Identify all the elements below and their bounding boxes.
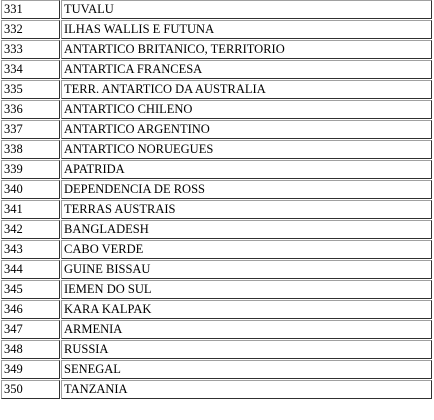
country-name-cell: SENEGAL [61, 360, 432, 379]
table-row [1, 360, 432, 379]
table-row [1, 160, 432, 179]
code-cell: 334 [1, 60, 60, 79]
table-row [1, 40, 432, 59]
code-cell: 345 [1, 280, 60, 299]
country-name-cell: ILHAS WALLIS E FUTUNA [61, 20, 432, 39]
code-cell: 332 [1, 20, 60, 39]
country-name-cell: CABO VERDE [61, 240, 432, 259]
table-row [1, 100, 432, 119]
country-name-cell: ANTARTICO BRITANICO, TERRITORIO [61, 40, 432, 59]
country-name-cell: TANZANIA [61, 380, 432, 399]
table-body [1, 0, 432, 399]
code-cell: 350 [1, 380, 60, 399]
table-row [1, 300, 432, 319]
table-row [1, 180, 432, 199]
table-row [1, 200, 432, 219]
code-cell: 338 [1, 140, 60, 159]
code-cell: 349 [1, 360, 60, 379]
table-row [1, 0, 432, 19]
country-name-cell: RUSSIA [61, 340, 432, 359]
code-cell: 333 [1, 40, 60, 59]
table-row [1, 60, 432, 79]
code-cell: 335 [1, 80, 60, 99]
code-cell: 343 [1, 240, 60, 259]
code-cell: 342 [1, 220, 60, 239]
code-cell: 336 [1, 100, 60, 119]
country-name-cell: IEMEN DO SUL [61, 280, 432, 299]
table-row [1, 260, 432, 279]
code-cell: 339 [1, 160, 60, 179]
table-row [1, 20, 432, 39]
country-name-cell: GUINE BISSAU [61, 260, 432, 279]
table-row [1, 120, 432, 139]
table-row [1, 280, 432, 299]
table-row [1, 140, 432, 159]
country-name-cell: TERRAS AUSTRAIS [61, 200, 432, 219]
code-cell: 331 [1, 0, 60, 19]
country-name-cell: ANTARTICO ARGENTINO [61, 120, 432, 139]
country-name-cell: APATRIDA [61, 160, 432, 179]
country-name-cell: ANTARTICA FRANCESA [61, 60, 432, 79]
country-name-cell: ANTARTICO CHILENO [61, 100, 432, 119]
country-name-cell: TUVALU [61, 0, 432, 19]
country-name-cell: ARMENIA [61, 320, 432, 339]
table-row [1, 320, 432, 339]
code-cell: 347 [1, 320, 60, 339]
table-row [1, 80, 432, 99]
code-cell: 341 [1, 200, 60, 219]
code-cell: 348 [1, 340, 60, 359]
code-cell: 340 [1, 180, 60, 199]
country-name-cell: KARA KALPAK [61, 300, 432, 319]
country-name-cell: ANTARTICO NORUEGUES [61, 140, 432, 159]
code-cell: 344 [1, 260, 60, 279]
table-row [1, 220, 432, 239]
code-cell: 337 [1, 120, 60, 139]
country-name-cell: BANGLADESH [61, 220, 432, 239]
country-name-cell: DEPENDENCIA DE ROSS [61, 180, 432, 199]
table-row [1, 340, 432, 359]
code-cell: 346 [1, 300, 60, 319]
table-row [1, 240, 432, 259]
table-row [1, 380, 432, 399]
country-name-cell: TERR. ANTARTICO DA AUSTRALIA [61, 80, 432, 99]
